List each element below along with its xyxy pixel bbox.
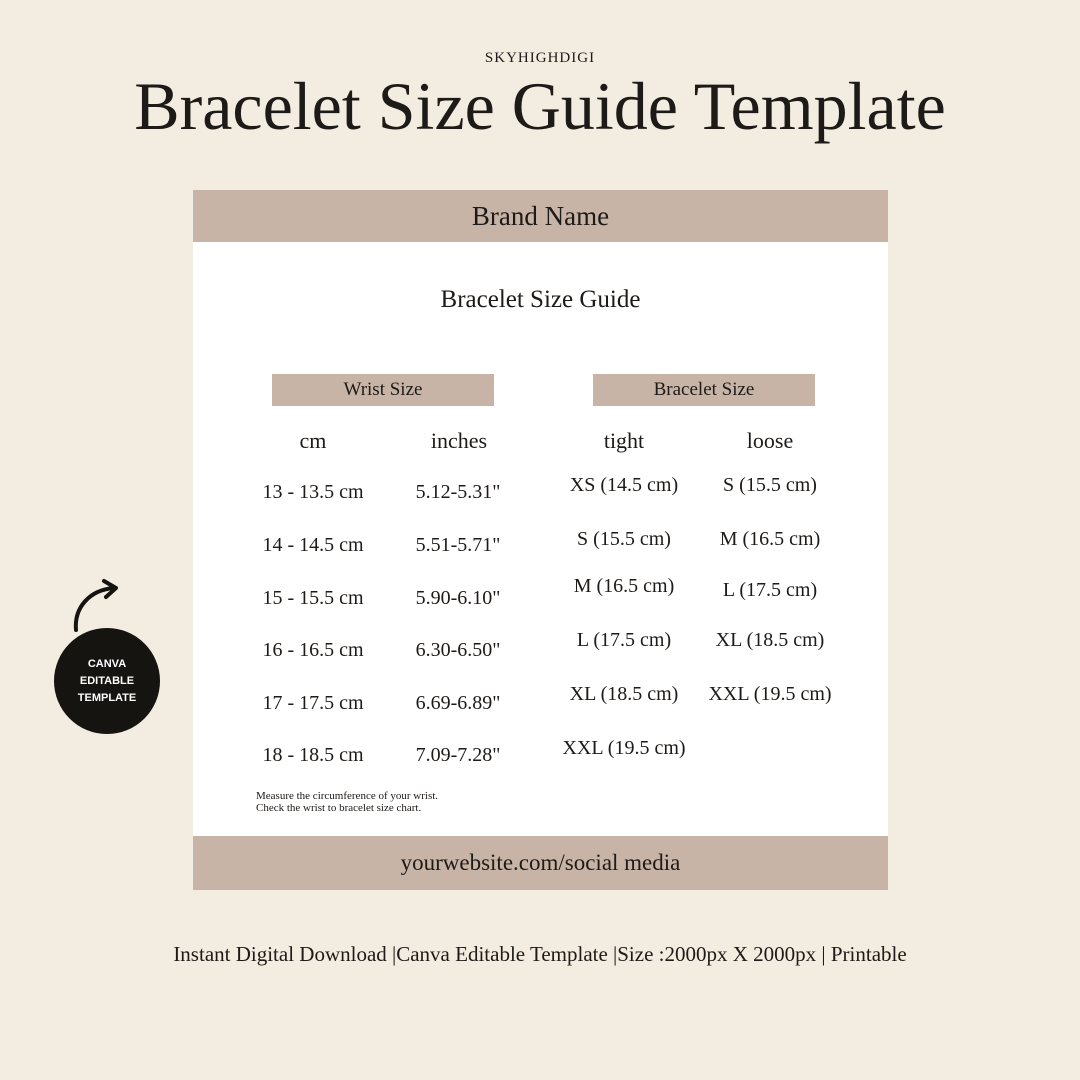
wrist-cm-cell: 18 - 18.5 cm (262, 744, 364, 766)
size-guide-card (193, 190, 888, 890)
tight-size-cell: XL (18.5 cm) (569, 683, 679, 705)
wrist-cm-cell: 15 - 15.5 cm (262, 587, 364, 609)
tight-size-cell: M (16.5 cm) (573, 575, 675, 597)
wrist-inches-cell: 6.69-6.89" (415, 692, 501, 714)
tight-size-cell: XS (14.5 cm) (569, 474, 679, 496)
loose-size-cell: M (16.5 cm) (719, 528, 821, 550)
column-header-tight: tight (603, 428, 645, 453)
wrist-size-label: Wrist Size (272, 374, 494, 406)
loose-size-cell: XL (18.5 cm) (715, 629, 825, 651)
wrist-cm-cell: 17 - 17.5 cm (262, 692, 364, 714)
tight-size-cell: XXL (19.5 cm) (562, 737, 686, 759)
canva-editable-badge (54, 628, 160, 734)
tight-size-cell: L (17.5 cm) (576, 629, 672, 651)
column-header-cm: cm (299, 428, 327, 453)
product-info-line: Instant Digital Download |Canva Editable Template |Size :2000px X 2000px | Printable (173, 942, 907, 966)
wrist-cm-cell: 14 - 14.5 cm (262, 534, 364, 556)
website-footer: yourwebsite.com/social media (193, 836, 888, 890)
wrist-inches-cell: 5.51-5.71" (415, 534, 501, 556)
bracelet-size-label: Bracelet Size (593, 374, 815, 406)
page-title: Bracelet Size Guide Template (134, 68, 946, 144)
wrist-inches-cell: 7.09-7.28" (415, 744, 501, 766)
wrist-inches-cell: 5.90-6.10" (415, 587, 501, 609)
note-line-2: Check the wrist to bracelet size chart. (256, 802, 422, 814)
brand-name-top: SKYHIGHDIGI (484, 50, 596, 66)
measure-note (256, 790, 438, 814)
loose-size-cell: S (15.5 cm) (723, 474, 817, 496)
badge-line-2: EDITABLE (79, 674, 135, 687)
wrist-cm-cell: 16 - 16.5 cm (262, 639, 364, 661)
badge-line-1: CANVA (87, 657, 127, 670)
loose-size-cell: L (17.5 cm) (722, 579, 818, 601)
brand-name-header: Brand Name (193, 190, 888, 242)
badge-line-3: TEMPLATE (77, 691, 137, 704)
wrist-inches-cell: 6.30-6.50" (415, 639, 501, 661)
column-header-inches: inches (430, 428, 488, 453)
wrist-cm-cell: 13 - 13.5 cm (262, 481, 364, 503)
guide-title: Bracelet Size Guide (440, 286, 641, 313)
column-header-loose: loose (746, 428, 794, 453)
wrist-inches-cell: 5.12-5.31" (415, 481, 501, 503)
loose-size-cell: XXL (19.5 cm) (708, 683, 832, 705)
note-line-1: Measure the circumference of your wrist. (256, 790, 439, 802)
tight-size-cell: S (15.5 cm) (577, 528, 671, 550)
